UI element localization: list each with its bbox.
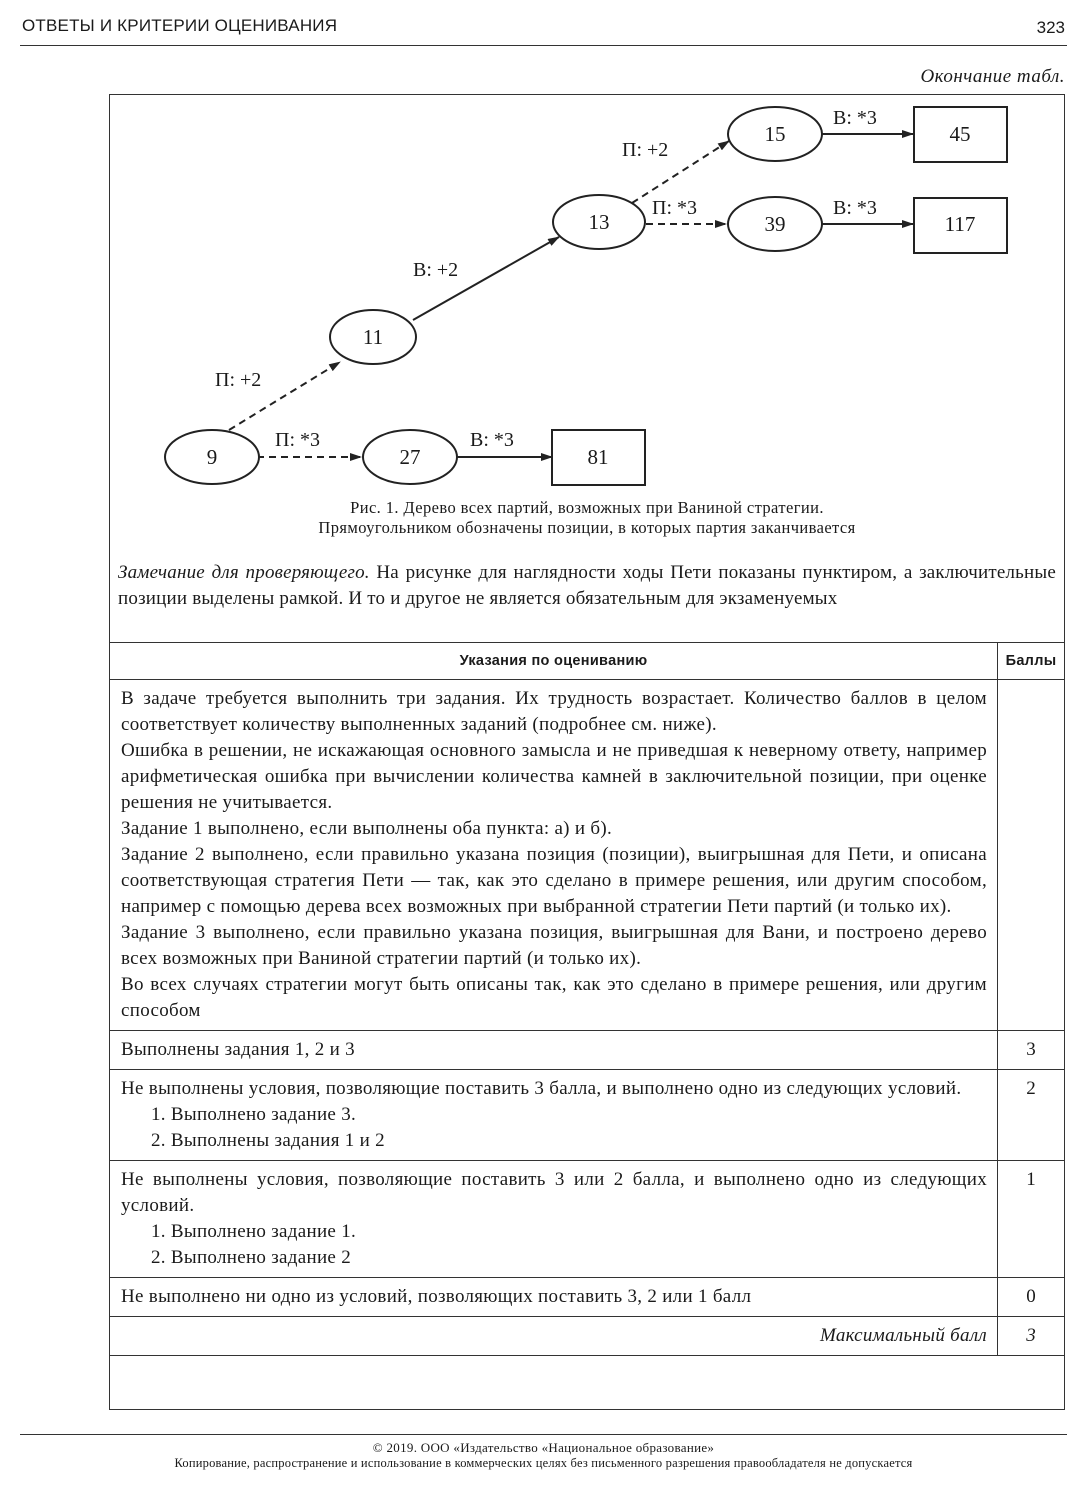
edge-label-9-11: П: +2	[215, 369, 262, 391]
criterion-0-text: Не выполнено ни одно из условий, позволяющих поставить 3, 2 или 1 балл	[110, 1278, 998, 1317]
header-rule	[20, 45, 1067, 46]
node-9-label: 9	[206, 445, 218, 469]
intro-paragraph: В задаче требуется выполнить три задания. Их трудность возрастает. Количество баллов в целом соответствует количеству выполненных заданий (подробнее см. ниже).	[121, 688, 987, 735]
criterion-0-points: 0	[998, 1278, 1065, 1317]
edge-label-15-45: В: *3	[833, 107, 877, 129]
criterion-2-text: Не выполнены условия, позволяющие поставить 3 балла, и выполнено одно из следующих условий.	[121, 1078, 962, 1099]
figure-caption	[109, 498, 1065, 538]
edge-label-11-13: В: +2	[413, 259, 459, 281]
criterion-1-cell	[110, 1161, 998, 1278]
running-header-title: ОТВЕТЫ И КРИТЕРИИ ОЦЕНИВАНИЯ	[22, 16, 338, 35]
intro-paragraph: Ошибка в решении, не искажающая основного замысла и не приведшая к неверному ответу, например арифметическая ошибка при вычислении количества камней в заключительной позиции, при оценке решения не учитывается.	[121, 740, 987, 813]
table-header-row	[110, 643, 1065, 680]
edge-label-13-39: П: *3	[652, 197, 697, 219]
max-score-value: 3	[998, 1317, 1065, 1356]
reviewer-note-text: На рисунке для наглядности ходы Пети показаны пунктиром, а заключительные позиции выделены рамкой. И то и другое не является обязательным для экзаменуемых	[118, 562, 1056, 609]
table-row-3-points	[110, 1031, 1065, 1070]
table-continuation-label: Окончание табл.	[920, 66, 1065, 87]
footer-rule	[20, 1434, 1067, 1435]
criterion-1-text: Не выполнены условия, позволяющие поставить 3 или 2 балла, и выполнено одно из следующих условий.	[121, 1169, 987, 1216]
intro-paragraph: Задание 3 выполнено, если правильно указана позиция, выигрышная для Вани, и построено дерево всех возможных при Ваниной стратегии партий (и только их).	[121, 922, 987, 969]
intro-paragraph: Задание 2 выполнено, если правильно указана позиция (позиции), выигрышная для Пети, и описана соответствующая стратегия Пети — так, как это сделано в примере решения, или другим способом, например с помощью дерева всех возможных при выбранной стратегии Пети партий (и только их).	[121, 844, 987, 917]
edge-label-9-27: П: *3	[275, 429, 320, 451]
node-11-label: 11	[362, 325, 384, 349]
node-27-label: 27	[399, 445, 421, 469]
table-row-1-point	[110, 1161, 1065, 1278]
reviewer-note	[118, 560, 1056, 612]
intro-paragraph: Задание 1 выполнено, если выполнены оба пункта: а) и б).	[121, 818, 613, 839]
node-81-label: 81	[587, 445, 609, 469]
criterion-1-item: 2. Выполнено задание 2	[151, 1247, 352, 1268]
game-tree-figure	[109, 94, 1065, 544]
criterion-2-points: 2	[998, 1070, 1065, 1161]
criterion-3-text: Выполнены задания 1, 2 и 3	[110, 1031, 998, 1070]
criterion-1-item: 1. Выполнено задание 1.	[151, 1221, 357, 1242]
node-13-label: 13	[588, 210, 610, 234]
node-39-label: 39	[764, 212, 786, 236]
header-points: Баллы	[998, 643, 1065, 680]
criterion-2-item: 1. Выполнено задание 3.	[151, 1104, 357, 1125]
footer-copyright: © 2019. ООО «Издательство «Национальное образование»	[372, 1440, 715, 1455]
max-score-label: Максимальный балл	[110, 1317, 998, 1356]
criterion-2-cell	[110, 1070, 998, 1161]
reviewer-note-lead: Замечание для проверяющего.	[118, 562, 370, 583]
grading-table	[109, 642, 1065, 1356]
footer-notice: Копирование, распространение и использование в коммерческих целях без письменного разрешения правообладателя не допускается	[174, 1456, 913, 1470]
node-15-label: 15	[764, 122, 786, 146]
intro-points-cell	[998, 680, 1065, 1031]
edge-label-27-81: В: *3	[470, 429, 514, 451]
table-row-intro	[110, 680, 1065, 1031]
edge-label-39-117: В: *3	[833, 197, 877, 219]
node-45-label: 45	[949, 122, 971, 146]
edge-label-13-15: П: +2	[622, 139, 669, 161]
criterion-3-points: 3	[998, 1031, 1065, 1070]
intro-paragraph: Во всех случаях стратегии могут быть описаны так, как это сделано в примере решения, или другим способом	[121, 974, 987, 1021]
caption-line-1: Рис. 1. Дерево всех партий, возможных при Ваниной стратегии.	[350, 498, 824, 517]
intro-cell	[110, 680, 998, 1031]
table-row-max	[110, 1317, 1065, 1356]
table-row-2-points	[110, 1070, 1065, 1161]
node-117-label: 117	[944, 212, 976, 236]
header-criteria: Указания по оцениванию	[110, 643, 998, 680]
page-number: 323	[1036, 18, 1065, 37]
criterion-2-item: 2. Выполнены задания 1 и 2	[151, 1130, 385, 1151]
caption-line-2: Прямоугольником обозначены позиции, в которых партия заканчивается	[318, 518, 856, 537]
criterion-1-points: 1	[998, 1161, 1065, 1278]
table-row-0-points	[110, 1278, 1065, 1317]
